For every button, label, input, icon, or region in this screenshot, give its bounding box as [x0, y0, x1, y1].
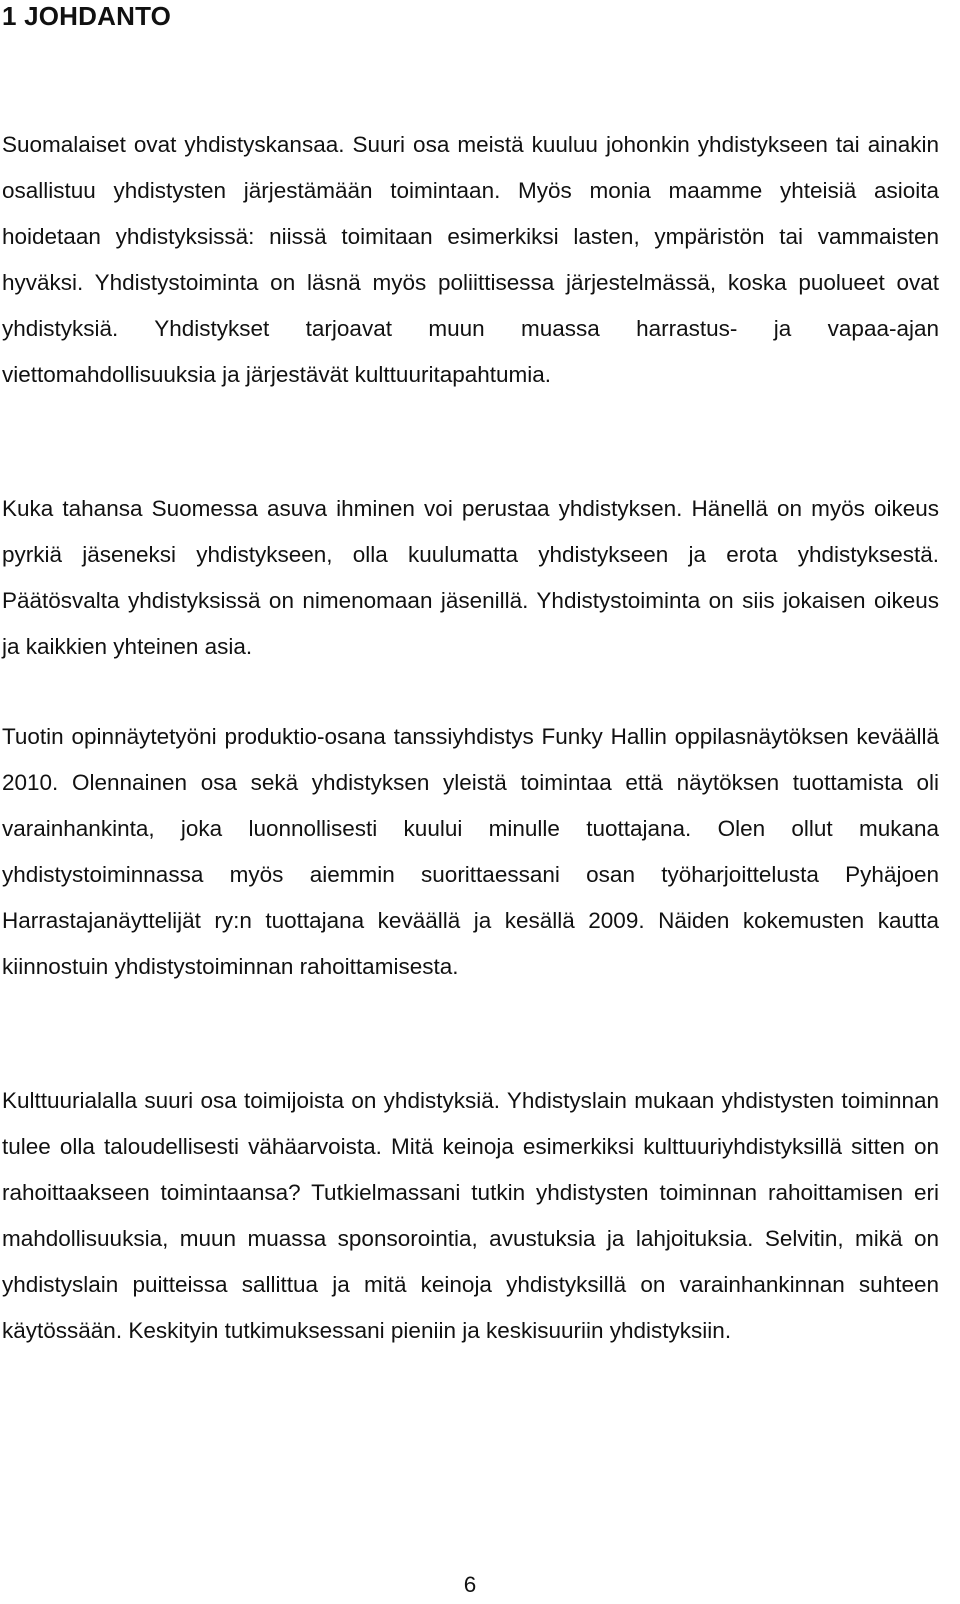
paragraph-1: Suomalaiset ovat yhdistyskansaa. Suuri osa meistä kuuluu johonkin yhdistykseen tai ainakin osallistuu yhdistysten järjestämään toimintaan. Myös monia maamme yhteisiä asioita hoidetaan yhdistyksissä: niissä toimitaan esimerkiksi lasten, ympäristön tai vammaisten hyväksi. Yhdistystoiminta on läsnä myös poliittisessa järjestelmässä, koska puolueet ovat yhdistyksiä. Yhdistykset tarjoavat muun muassa harrastus- ja vapaa-ajan viettomahdollisuuksia ja järjestävät kulttuuritapahtumia. [2, 132, 939, 387]
paragraph-4: Kulttuurialalla suuri osa toimijoista on yhdistyksiä. Yhdistyslain mukaan yhdistysten toiminnan tulee olla taloudellisesti vähäarvoista. Mitä keinoja esimerkiksi kulttuuriyhdistyksillä sitten on rahoittaakseen toimintaansa? Tutkielmassani tutkin yhdistysten toiminnan rahoittamisen eri mahdollisuuksia, muun muassa sponsorointia, avustuksia ja lahjoituksia. Selvitin, mikä on yhdistyslain puitteissa sallittua ja mitä keinoja yhdistyksillä on varainhankinnan suhteen käytössään. Keskityin tutkimuksessani pieniin ja keskisuuriin yhdistyksiin. [2, 1088, 939, 1343]
chapter-heading: 1 JOHDANTO [2, 1, 172, 31]
paragraph-2: Kuka tahansa Suomessa asuva ihminen voi perustaa yhdistyksen. Hänellä on myös oikeus pyrkiä jäseneksi yhdistykseen, olla kuulumatta yhdistykseen ja erota yhdistyksestä. Päätösvalta yhdistyksissä on nimenomaan jäsenillä. Yhdistystoiminta on siis jokaisen oikeus ja kaikkien yhteinen asia. [2, 496, 939, 659]
page-number: 6 [463, 1572, 477, 1597]
paragraph-3: Tuotin opinnäytetyöni produktio-osana tanssiyhdistys Funky Hallin oppilasnäytöksen keväällä 2010. Olennainen osa sekä yhdistyksen yleistä toimintaa että näytöksen tuottamista oli varainhankinta, joka luonnollisesti kuului minulle tuottajana. Olen ollut mukana yhdistystoiminnassa myös aiemmin suorittaessani osan työharjoittelusta Pyhäjoen Harrastajanäyttelijät ry:n tuottajana keväällä ja kesällä 2009. Näiden kokemusten kautta kiinnostuin yhdistystoiminnan rahoittamisesta. [2, 724, 939, 979]
